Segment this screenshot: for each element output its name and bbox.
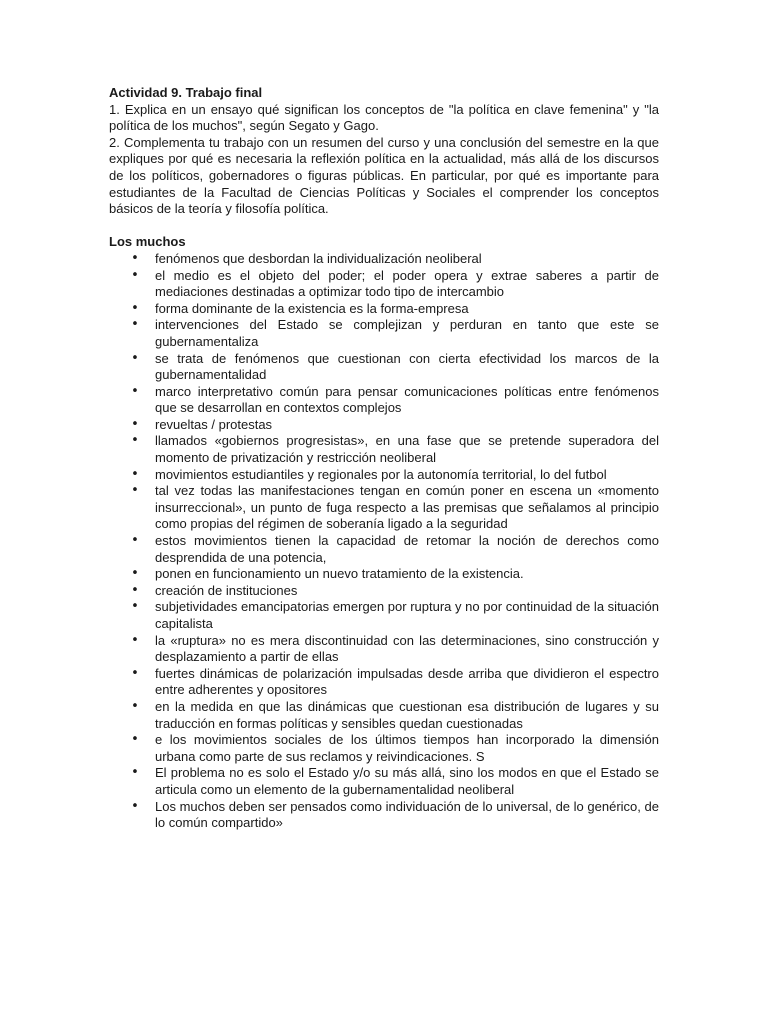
list-item bbox=[109, 467, 659, 484]
list-item bbox=[109, 483, 659, 533]
bullet-icon: • bbox=[131, 665, 139, 681]
section-title: Los muchos bbox=[109, 234, 186, 250]
bullet-icon: • bbox=[131, 698, 139, 714]
bullet-icon: • bbox=[131, 416, 139, 432]
bullet-icon: • bbox=[131, 250, 139, 266]
bullet-icon: • bbox=[131, 533, 139, 549]
bullet-icon: • bbox=[131, 267, 139, 283]
list-item-text: estos movimientos tienen la capacidad de retomar la noción de derechos como desprendida de una potencia, bbox=[155, 533, 659, 565]
list-item bbox=[109, 268, 659, 301]
list-item-text: la «ruptura» no es mera discontinuidad con las determinaciones, sino construcción y desplazamiento a partir de ellas bbox=[155, 632, 659, 665]
bullet-icon: • bbox=[131, 798, 139, 814]
list-item-text: revueltas / protestas bbox=[155, 416, 273, 432]
list-item bbox=[109, 799, 659, 832]
list-item-text: tal vez todas las manifestaciones tengan en común poner en escena un «momento insurreccional», un punto de fuga respecto a las premisas que señalamos al principio como propias del régimen de soberanía ligado a la seguridad bbox=[155, 483, 659, 532]
list-item bbox=[109, 566, 659, 583]
list-item bbox=[109, 417, 659, 434]
bullet-icon: • bbox=[131, 433, 139, 449]
list-item bbox=[109, 317, 659, 350]
list-item-text: se trata de fenómenos que cuestionan con cierta efectividad los marcos de la gubernamentalidad bbox=[155, 350, 659, 383]
bullet-icon: • bbox=[131, 732, 139, 748]
list-item-text: llamados «gobiernos progresistas», en una fase que se pretende superadora del momento de privatización y restricción neoliberal bbox=[155, 433, 659, 466]
list-item bbox=[109, 533, 659, 566]
document-page bbox=[109, 85, 659, 832]
list-item-text: movimientos estudiantiles y regionales por la autonomía territorial, lo del futbol bbox=[155, 466, 607, 482]
list-item-text: forma dominante de la existencia es la forma-empresa bbox=[155, 300, 469, 316]
list-item bbox=[109, 583, 659, 600]
document-title: Actividad 9. Trabajo final bbox=[109, 85, 263, 100]
list-item-text: intervenciones del Estado se complejizan y perduran en tanto que este se gubernamentaliza bbox=[155, 317, 659, 349]
list-item-text: el medio es el objeto del poder; el poder opera y extrae saberes a partir de mediaciones destinadas a optimizar todo tipo de intercambio bbox=[155, 267, 659, 300]
bullet-icon: • bbox=[131, 317, 139, 333]
list-item bbox=[109, 301, 659, 318]
bullet-icon: • bbox=[131, 466, 139, 482]
list-item bbox=[109, 251, 659, 268]
list-item-text: fenómenos que desbordan la individualización neoliberal bbox=[155, 250, 482, 266]
list-item-text: subjetividades emancipatorias emergen por ruptura y no por continuidad de la situación capitalista bbox=[155, 599, 659, 631]
list-item bbox=[109, 732, 659, 765]
instruction-paragraph-1: 1. Explica en un ensayo qué significan los conceptos de "la política en clave femenina" y "la política de los muchos", según Segato y Gago. bbox=[109, 101, 659, 134]
list-item bbox=[109, 699, 659, 732]
list-item-text: fuertes dinámicas de polarización impulsadas desde arriba que dividieron el espectro entre adherentes y opositores bbox=[155, 665, 659, 698]
list-item bbox=[109, 765, 659, 798]
bullet-icon: • bbox=[131, 599, 139, 615]
list-item-text: ponen en funcionamiento un nuevo tratamiento de la existencia. bbox=[155, 566, 524, 582]
bullet-icon: • bbox=[131, 582, 139, 598]
list-item bbox=[109, 599, 659, 632]
instruction-paragraph-2: 2. Complementa tu trabajo con un resumen del curso y una conclusión del semestre en la que expliques por qué es necesaria la reflexión política en la actualidad, más allá de los discursos de los políticos, gobernadores o figuras públicas. En particular, por qué es importante para estudiantes de la Facultad de Ciencias Políticas y Sociales el comprender los conceptos básicos de la teoría y filosofía política. bbox=[109, 134, 659, 217]
bullet-icon: • bbox=[131, 300, 139, 316]
list-item bbox=[109, 351, 659, 384]
list-item-text: e los movimientos sociales de los últimos tiempos han incorporado la dimensión urbana como parte de sus reclamos y reivindicaciones. S bbox=[155, 732, 659, 764]
list-item bbox=[109, 633, 659, 666]
bullet-icon: • bbox=[131, 350, 139, 366]
bullet-icon: • bbox=[131, 765, 139, 781]
list-item bbox=[109, 384, 659, 417]
bullet-icon: • bbox=[131, 483, 139, 499]
list-item-text: marco interpretativo común para pensar comunicaciones políticas entre fenómenos que se desarrollan en contextos complejos bbox=[155, 383, 659, 416]
list-item-text: en la medida en que las dinámicas que cuestionan esa distribución de lugares y su traducción en formas políticas y sensibles quedan cuestionadas bbox=[155, 698, 659, 731]
bullet-icon: • bbox=[131, 566, 139, 582]
list-item-text: creación de instituciones bbox=[155, 582, 298, 598]
bullet-list bbox=[109, 251, 659, 832]
bullet-icon: • bbox=[131, 632, 139, 648]
list-item-text: El problema no es solo el Estado y/o su más allá, sino los modos en que el Estado se articula como un elemento de la gubernamentalidad neoliberal bbox=[155, 765, 659, 797]
list-item bbox=[109, 666, 659, 699]
bullet-icon: • bbox=[131, 383, 139, 399]
list-item bbox=[109, 433, 659, 466]
list-item-text: Los muchos deben ser pensados como individuación de lo universal, de lo genérico, de lo común compartido» bbox=[155, 798, 659, 831]
